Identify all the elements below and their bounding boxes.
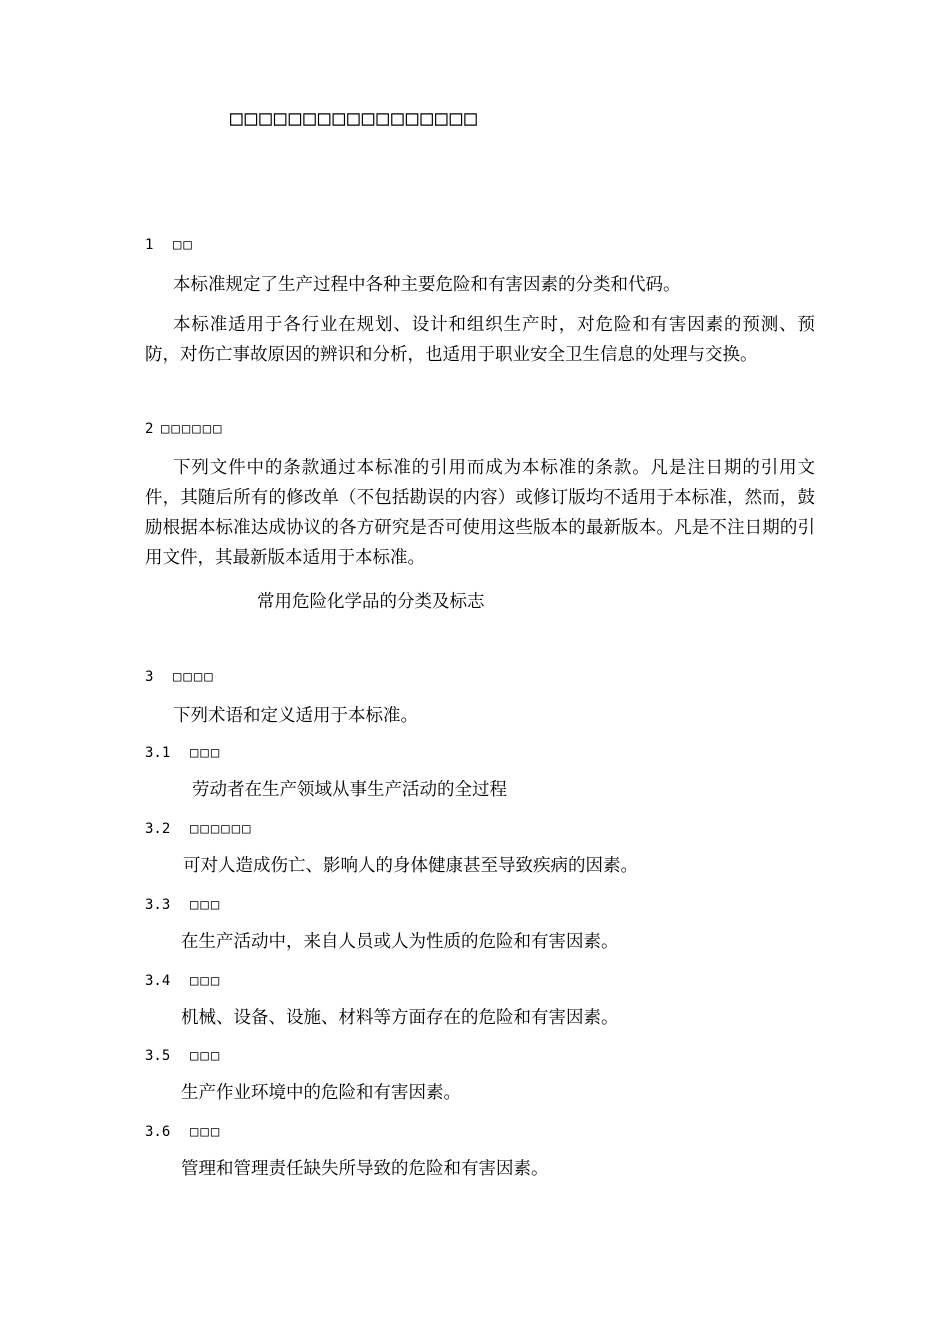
section-2-heading — [145, 421, 224, 437]
term-number: 3.3 — [145, 897, 171, 913]
term-3-5-heading — [145, 1048, 221, 1064]
term-definition: 管理和管理责任缺失所导致的危险和有害因素。 — [181, 1159, 549, 1179]
term-definition: 可对人造成伤亡、影响人的身体健康甚至导致疾病的因素。 — [183, 856, 638, 876]
term-3-1-heading — [145, 745, 221, 761]
section-3-heading — [145, 669, 215, 685]
section-number: 3 — [145, 669, 154, 685]
term-definition: 劳动者在生产领域从事生产活动的全过程 — [192, 780, 507, 800]
term-3-3-heading — [145, 897, 221, 913]
term-number: 3.6 — [145, 1124, 171, 1140]
term-number: 3.2 — [145, 821, 171, 837]
section-label: □□□□□□ — [161, 421, 224, 437]
section-intro: 下列术语和定义适用于本标准。 — [173, 706, 418, 726]
term-label: □□□ — [190, 973, 222, 989]
paragraph: 下列文件中的条款通过本标准的引用而成为本标准的条款。凡是注日期的引用文件，其随后所有的修改单（不包括勘误的内容）或修订版均不适用于本标准，然而，鼓励根据本标准达成协议的各方研究是否可使用这些版本的最新版本。凡是不注日期的引用文件，其最新版本适用于本标准。 — [145, 458, 815, 568]
term-number: 3.4 — [145, 973, 171, 989]
term-3-6-heading — [145, 1124, 221, 1140]
document-title: □□□□□□□□□□□□□□□□□ — [230, 106, 479, 130]
section-1-heading — [145, 237, 194, 253]
section-label: □□□□ — [173, 669, 215, 685]
term-definition: 生产作业环境中的危险和有害因素。 — [181, 1083, 461, 1103]
term-definition: 在生产活动中，来自人员或人为性质的危险和有害因素。 — [181, 932, 619, 952]
term-3-4-heading — [145, 973, 221, 989]
paragraph: 本标准适用于各行业在规划、设计和组织生产时，对危险和有害因素的预测、预防，对伤亡事故原因的辨识和分析，也适用于职业安全卫生信息的处理与交换。 — [145, 315, 815, 365]
term-label: □□□ — [190, 1048, 222, 1064]
section-label: □□ — [173, 237, 194, 253]
term-number: 3.1 — [145, 745, 171, 761]
term-label: □□□ — [190, 745, 222, 761]
referenced-standard: 常用危险化学品的分类及标志 — [257, 592, 485, 612]
term-label: □□□□□□ — [190, 821, 253, 837]
paragraph: 本标准规定了生产过程中各种主要危险和有害因素的分类和代码。 — [173, 275, 681, 295]
term-label: □□□ — [190, 1124, 222, 1140]
section-number: 1 — [145, 237, 154, 253]
term-number: 3.5 — [145, 1048, 171, 1064]
section-number: 2 — [145, 421, 154, 437]
term-label: □□□ — [190, 897, 222, 913]
term-definition: 机械、设备、设施、材料等方面存在的危险和有害因素。 — [181, 1008, 619, 1028]
term-3-2-heading — [145, 821, 253, 837]
